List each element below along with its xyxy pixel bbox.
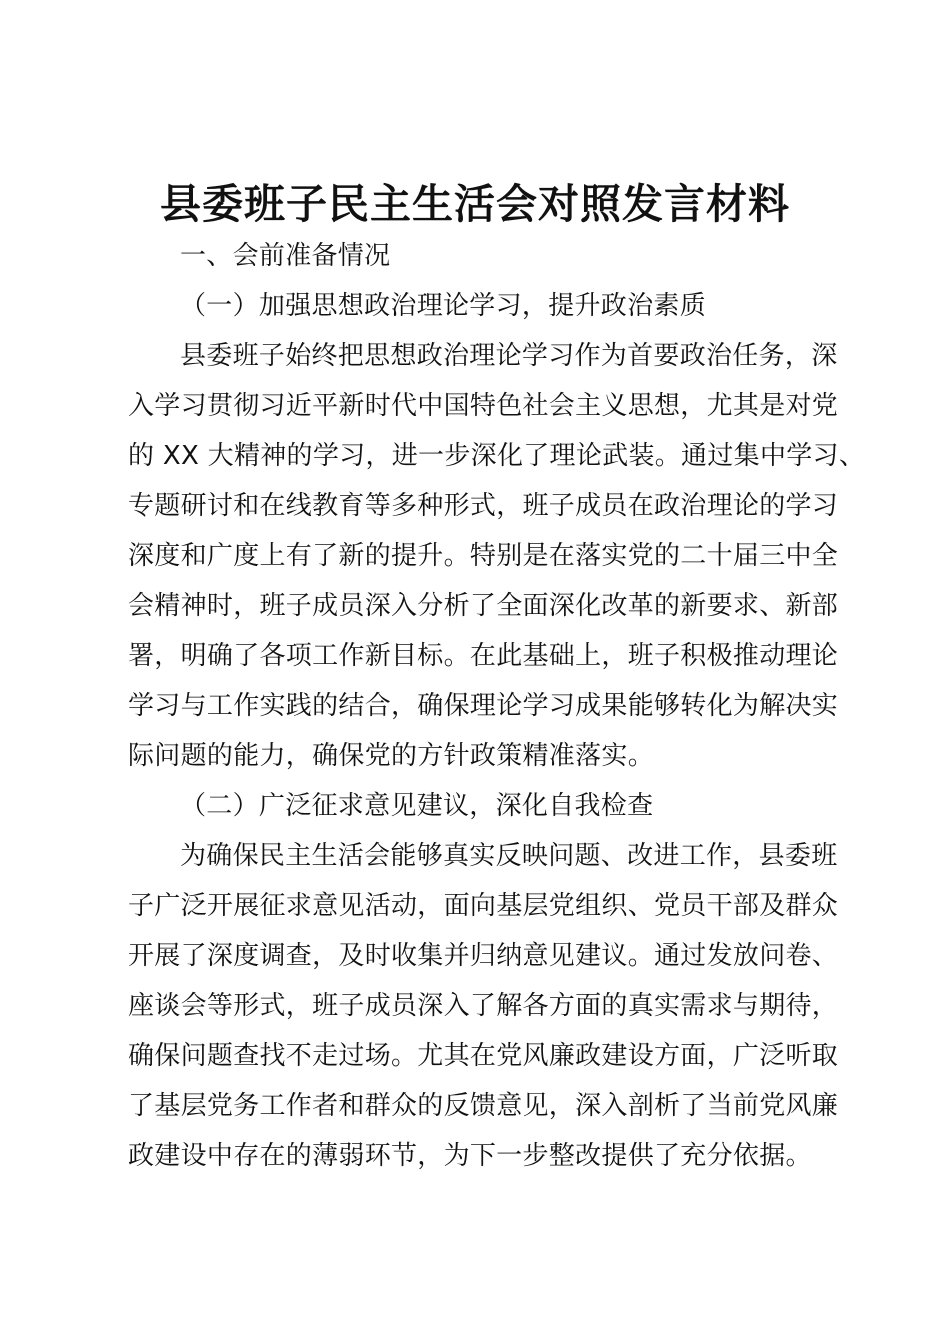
paragraph-line: 政建设中存在的薄弱环节，为下一步整改提供了充分依据。 <box>128 1141 812 1171</box>
subsection-heading-2-text: （二）广泛征求意见建议，深化自我检查 <box>180 791 654 821</box>
paragraph-line: 座谈会等形式，班子成员深入了解各方面的真实需求与期待， <box>128 991 839 1021</box>
document-body <box>128 231 866 1181</box>
paragraph-line: 了基层党务工作者和群众的反馈意见，深入剖析了当前党风廉 <box>128 1091 839 1121</box>
section-heading <box>128 231 834 281</box>
paragraph-line: 入学习贯彻习近平新时代中国特色社会主义思想，尤其是对党 <box>128 391 839 421</box>
paragraph-2 <box>128 831 839 1181</box>
section-heading-text: 一、会前准备情况 <box>180 241 391 271</box>
paragraph-line: 县委班子始终把思想政治理论学习作为首要政治任务，深 <box>180 341 838 371</box>
paragraph-line: 确保问题查找不走过场。尤其在党风廉政建设方面，广泛听取 <box>128 1041 839 1071</box>
paragraph-line: 子广泛开展征求意见活动，面向基层党组织、党员干部及群众 <box>128 891 839 921</box>
paragraph-line: 的 XX 大精神的学习，进一步深化了理论武装。通过集中学习、 <box>128 441 866 471</box>
paragraph-line: 开展了深度调查，及时收集并归纳意见建议。通过发放问卷、 <box>128 941 839 971</box>
paragraph-line: 为确保民主生活会能够真实反映问题、改进工作，县委班 <box>180 841 838 871</box>
paragraph-1 <box>128 331 866 781</box>
subsection-heading-2 <box>128 781 834 831</box>
paragraph-line: 际问题的能力，确保党的方针政策精准落实。 <box>128 741 655 771</box>
document-title: 县委班子民主生活会对照发言材料 <box>160 180 790 228</box>
subsection-heading-1 <box>128 281 834 331</box>
paragraph-line: 署，明确了各项工作新目标。在此基础上，班子积极推动理论 <box>128 641 839 671</box>
subsection-heading-1-text: （一）加强思想政治理论学习，提升政治素质 <box>180 291 707 321</box>
paragraph-line: 深度和广度上有了新的提升。特别是在落实党的二十届三中全 <box>128 541 839 571</box>
paragraph-line: 学习与工作实践的结合，确保理论学习成果能够转化为解决实 <box>128 691 839 721</box>
paragraph-line: 会精神时，班子成员深入分析了全面深化改革的新要求、新部 <box>128 591 839 621</box>
paragraph-line: 专题研讨和在线教育等多种形式，班子成员在政治理论的学习 <box>128 491 839 521</box>
